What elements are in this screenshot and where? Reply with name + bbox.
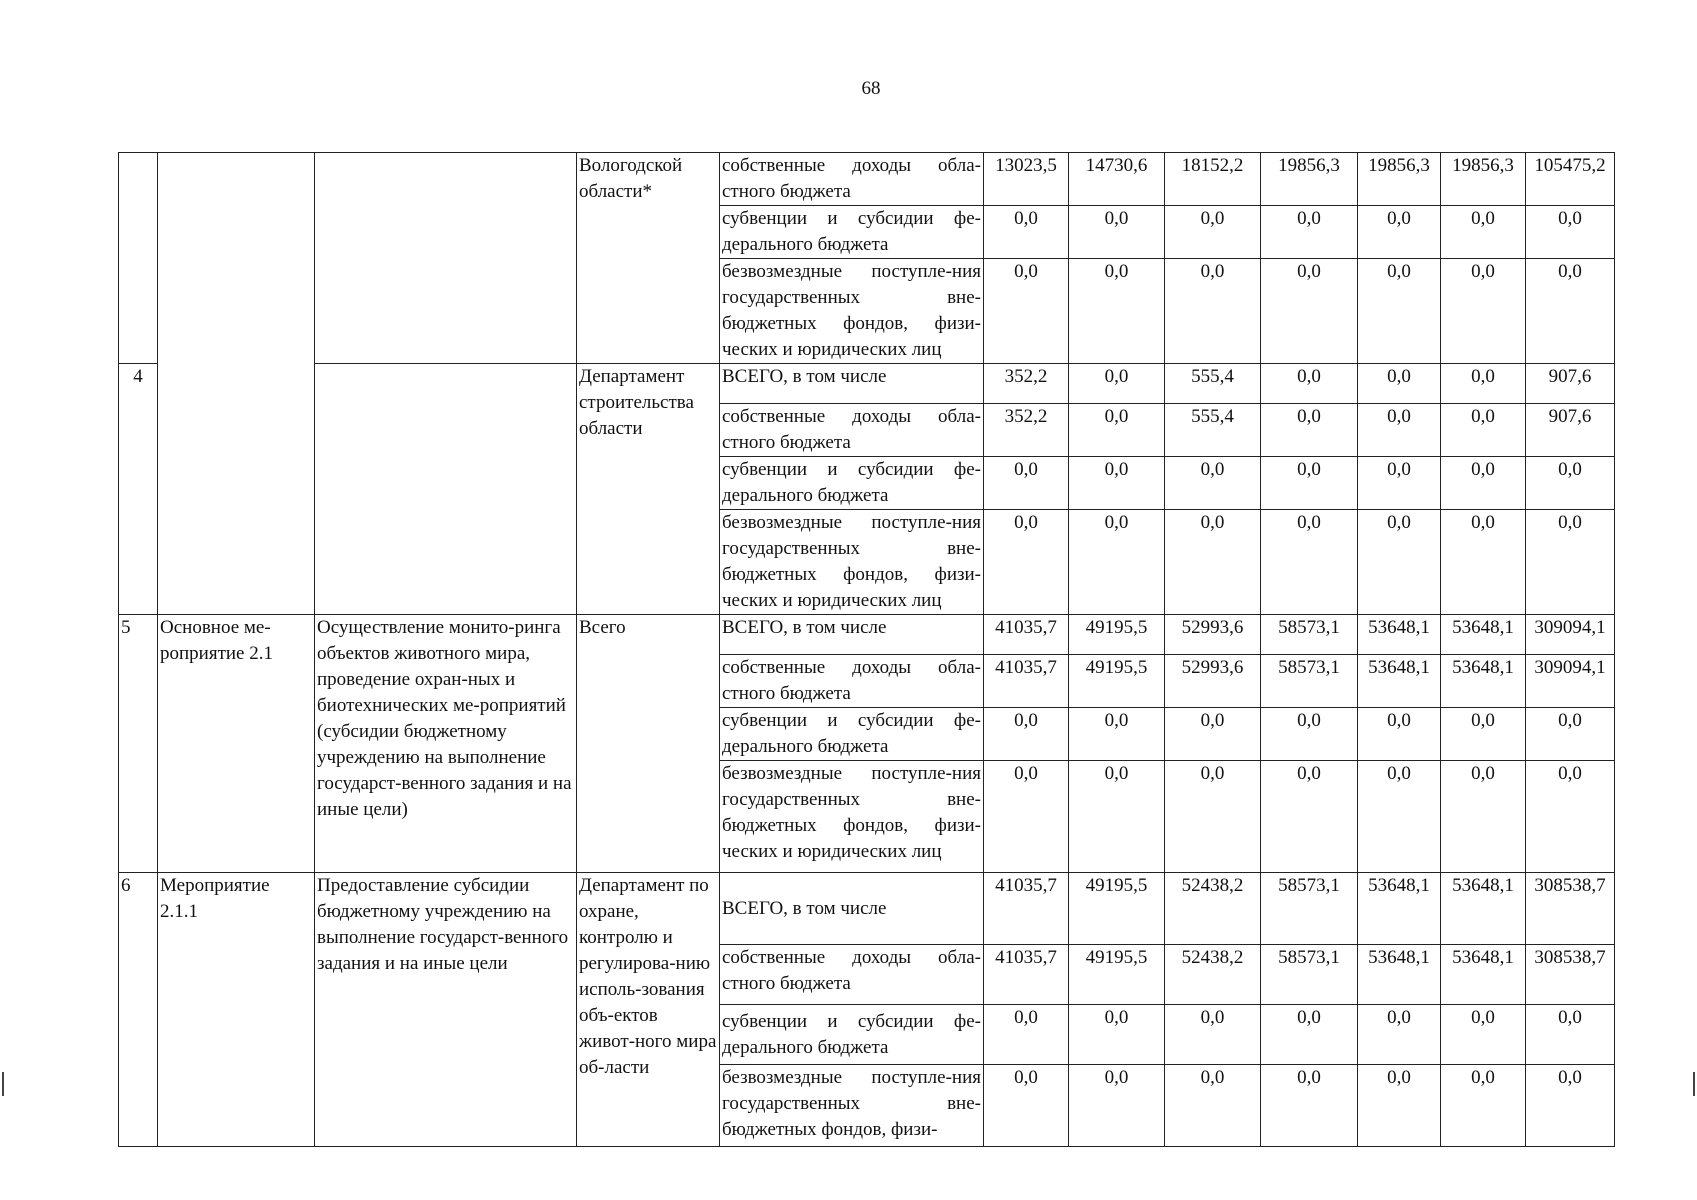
executor-cell: Вологодской области* [577,153,720,364]
value-cell: 0,0 [984,708,1069,761]
value-cell: 0,0 [1165,1005,1261,1065]
value-cell: 309094,1 [1526,615,1615,655]
value-cell: 53648,1 [1441,615,1526,655]
value-cell: 0,0 [1441,510,1526,615]
value-cell: 0,0 [1261,206,1358,259]
funding-source-cell: субвенции и субсидии фе-дерального бюджета [720,457,984,510]
value-cell: 53648,1 [1358,615,1441,655]
table-row [119,873,1615,945]
table-row [119,364,1615,404]
funding-source-cell: ВСЕГО, в том числе [720,615,984,655]
value-cell: 52438,2 [1165,873,1261,945]
value-cell: 0,0 [1069,1005,1165,1065]
value-cell: 0,0 [1358,1065,1441,1147]
value-cell: 0,0 [1441,1065,1526,1147]
value-cell: 0,0 [984,457,1069,510]
table-row [119,153,1615,206]
budget-table [118,152,1615,1147]
value-cell: 0,0 [1261,761,1358,873]
value-cell: 58573,1 [1261,945,1358,1005]
funding-source-cell: субвенции и субсидии фе-дерального бюджета [720,1005,984,1065]
value-cell: 49195,5 [1069,873,1165,945]
value-cell: 0,0 [1358,404,1441,457]
value-cell: 0,0 [1069,206,1165,259]
value-cell: 0,0 [1526,510,1615,615]
value-cell: 0,0 [1069,510,1165,615]
value-cell: 41035,7 [984,873,1069,945]
value-cell: 0,0 [1165,259,1261,364]
funding-source-cell: субвенции и субсидии фе-дерального бюджета [720,708,984,761]
value-cell: 0,0 [1358,1005,1441,1065]
value-cell: 49195,5 [1069,615,1165,655]
value-cell: 41035,7 [984,945,1069,1005]
event-type-cell: Основное ме-роприятие 2.1 [158,615,315,873]
funding-source-cell: собственные доходы обла-стного бюджета [720,945,984,1005]
value-cell: 0,0 [1069,404,1165,457]
value-cell: 0,0 [984,206,1069,259]
value-cell: 0,0 [1441,404,1526,457]
value-cell: 0,0 [1358,457,1441,510]
value-cell: 0,0 [1069,259,1165,364]
value-cell: 0,0 [1261,708,1358,761]
value-cell: 0,0 [1069,761,1165,873]
value-cell: 907,6 [1526,404,1615,457]
value-cell: 555,4 [1165,364,1261,404]
event-name-cell [315,364,577,615]
executor-cell: Департамент по охране, контролю и регулирова-нию исполь-зования объ-ектов живот-ного мира об-ласти [577,873,720,1147]
value-cell: 18152,2 [1165,153,1261,206]
value-cell: 0,0 [1441,457,1526,510]
value-cell: 0,0 [1441,708,1526,761]
value-cell: 19856,3 [1441,153,1526,206]
value-cell: 308538,7 [1526,873,1615,945]
value-cell: 0,0 [1526,1005,1615,1065]
event-name-cell [315,153,577,364]
row-number-cell: 4 [119,364,158,615]
value-cell: 0,0 [1261,404,1358,457]
value-cell: 0,0 [984,259,1069,364]
scan-edge-mark [2,1072,4,1096]
value-cell: 0,0 [1261,510,1358,615]
value-cell: 0,0 [1441,364,1526,404]
value-cell: 105475,2 [1526,153,1615,206]
row-number-cell [119,153,158,364]
value-cell: 41035,7 [984,615,1069,655]
value-cell: 0,0 [1069,457,1165,510]
value-cell: 0,0 [1261,457,1358,510]
value-cell: 0,0 [1358,259,1441,364]
value-cell: 0,0 [1165,510,1261,615]
value-cell: 0,0 [1441,1005,1526,1065]
funding-source-cell: собственные доходы обла-стного бюджета [720,655,984,708]
value-cell: 308538,7 [1526,945,1615,1005]
funding-source-cell: безвозмездные поступле-ния государственных вне-бюджетных фондов, физи-ческих и юридических лиц [720,761,984,873]
value-cell: 0,0 [1526,761,1615,873]
value-cell: 0,0 [1165,206,1261,259]
funding-source-cell: безвозмездные поступле-ния государственных вне-бюджетных фондов, физи-ческих и юридических лиц [720,510,984,615]
value-cell: 49195,5 [1069,655,1165,708]
executor-cell: Департамент строительства области [577,364,720,615]
value-cell: 0,0 [1358,364,1441,404]
value-cell: 58573,1 [1261,655,1358,708]
value-cell: 0,0 [1261,364,1358,404]
value-cell: 53648,1 [1358,873,1441,945]
table-row [119,615,1615,655]
value-cell: 0,0 [1165,457,1261,510]
funding-source-cell: собственные доходы обла-стного бюджета [720,404,984,457]
event-type-cell: Мероприятие 2.1.1 [158,873,315,1147]
value-cell: 53648,1 [1441,945,1526,1005]
event-type-cell [158,153,315,615]
value-cell: 0,0 [1358,708,1441,761]
value-cell: 52993,6 [1165,655,1261,708]
value-cell: 0,0 [1165,708,1261,761]
value-cell: 0,0 [1441,259,1526,364]
value-cell: 0,0 [984,761,1069,873]
value-cell: 58573,1 [1261,873,1358,945]
value-cell: 0,0 [1526,457,1615,510]
value-cell: 0,0 [1069,708,1165,761]
value-cell: 19856,3 [1261,153,1358,206]
value-cell: 907,6 [1526,364,1615,404]
value-cell: 53648,1 [1358,945,1441,1005]
funding-source-cell: безвозмездные поступле-ния государственных вне-бюджетных фондов, физи-ческих и юридических лиц [720,259,984,364]
value-cell: 0,0 [1526,259,1615,364]
funding-source-cell: безвозмездные поступле-ния государственных вне-бюджетных фондов, физи- [720,1065,984,1147]
value-cell: 0,0 [1069,1065,1165,1147]
scan-edge-mark [1693,1072,1695,1096]
value-cell: 52993,6 [1165,615,1261,655]
value-cell: 0,0 [1261,1005,1358,1065]
value-cell: 0,0 [1261,259,1358,364]
value-cell: 352,2 [984,404,1069,457]
value-cell: 0,0 [1526,708,1615,761]
funding-source-cell: ВСЕГО, в том числе [720,364,984,404]
value-cell: 53648,1 [1358,655,1441,708]
value-cell: 14730,6 [1069,153,1165,206]
value-cell: 0,0 [1069,364,1165,404]
value-cell: 53648,1 [1441,655,1526,708]
value-cell: 0,0 [1165,761,1261,873]
event-name-cell: Осуществление монито-ринга объектов животного мира, проведение охран-ных и биотехнических ме-роприятий (субсидии бюджетному учреждению на выполнение государст-венного задания и на иные цели) [315,615,577,873]
value-cell: 58573,1 [1261,615,1358,655]
value-cell: 41035,7 [984,655,1069,708]
value-cell: 0,0 [1165,1065,1261,1147]
value-cell: 309094,1 [1526,655,1615,708]
executor-cell: Всего [577,615,720,873]
value-cell: 0,0 [1441,206,1526,259]
event-name-cell: Предоставление субсидии бюджетному учреждению на выполнение государст-венного задания и на иные цели [315,873,577,1147]
value-cell: 0,0 [1358,510,1441,615]
value-cell: 0,0 [1526,206,1615,259]
value-cell: 0,0 [984,1005,1069,1065]
value-cell: 0,0 [984,1065,1069,1147]
funding-source-cell: собственные доходы обла-стного бюджета [720,153,984,206]
value-cell: 13023,5 [984,153,1069,206]
value-cell: 0,0 [984,510,1069,615]
value-cell: 53648,1 [1441,873,1526,945]
value-cell: 52438,2 [1165,945,1261,1005]
row-number-cell: 6 [119,873,158,1147]
row-number-cell: 5 [119,615,158,873]
value-cell: 555,4 [1165,404,1261,457]
value-cell: 0,0 [1261,1065,1358,1147]
value-cell: 49195,5 [1069,945,1165,1005]
page-number: 68 [861,78,881,99]
value-cell: 352,2 [984,364,1069,404]
value-cell: 0,0 [1358,761,1441,873]
funding-source-cell: ВСЕГО, в том числе [720,873,984,945]
value-cell: 0,0 [1358,206,1441,259]
funding-source-cell: субвенции и субсидии фе-дерального бюджета [720,206,984,259]
value-cell: 0,0 [1441,761,1526,873]
value-cell: 19856,3 [1358,153,1441,206]
value-cell: 0,0 [1526,1065,1615,1147]
